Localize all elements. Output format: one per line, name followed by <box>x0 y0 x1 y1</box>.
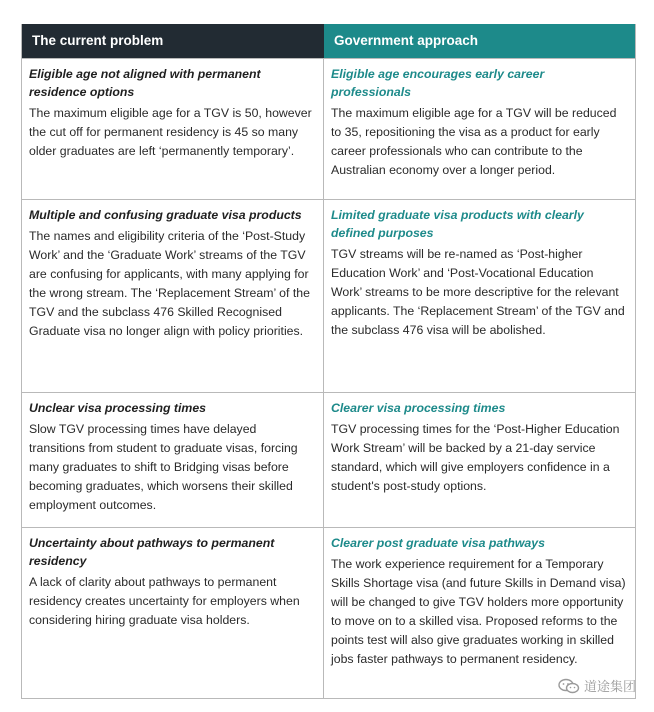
problem-title: Uncertainty about pathways to permanent residency <box>29 536 275 568</box>
problem-body: Slow TGV processing times have delayed transitions from student to graduate visas, forcing many graduates to shift to Bridging visas before becoming graduates, which worsens their skilled employment outcomes. <box>29 422 298 512</box>
comparison-table <box>21 24 636 699</box>
table-row <box>22 392 635 527</box>
watermark <box>558 676 636 695</box>
problem-body: A lack of clarity about pathways to permanent residency creates uncertainty for employers when considering hiring graduate visa holders. <box>29 575 300 627</box>
table-row <box>22 527 635 698</box>
problem-cell <box>22 393 324 527</box>
table-row <box>22 199 635 392</box>
approach-title: Clearer visa processing times <box>331 401 506 415</box>
problem-title: Eligible age not aligned with permanent residence options <box>29 67 261 99</box>
approach-cell <box>324 528 635 698</box>
table-row <box>22 58 635 199</box>
problem-title: Unclear visa processing times <box>29 401 207 415</box>
approach-body: The maximum eligible age for a TGV will be reduced to 35, repositioning the visa as a product for early career professionals who can contribute to the Australian economy over a longer period. <box>331 106 617 177</box>
problem-body: The names and eligibility criteria of the ‘Post-Study Work’ and the ‘Graduate Work’ streams of the TGV are confusing for applicants, with many applying for the wrong stream. The ‘Replacement Stream’ of the TGV and the subclass 476 Skilled Recognised Graduate visa no longer align with policy priorities. <box>29 229 310 338</box>
approach-body: TGV processing times for the ‘Post-Higher Education Work Stream’ will be backed by a 21-day service standard, which will give employers confidence in a student's post-study options. <box>331 422 620 493</box>
approach-cell <box>324 200 635 392</box>
watermark-text: 道途集团 <box>583 679 636 694</box>
wechat-logo-icon <box>558 678 580 694</box>
approach-cell <box>324 59 635 199</box>
problem-body: The maximum eligible age for a TGV is 50, however the cut off for permanent residency is 45 so many older graduates are left ‘permanently temporary’. <box>29 106 312 158</box>
problem-title: Multiple and confusing graduate visa products <box>29 208 302 222</box>
header-government-approach: Government approach <box>324 24 635 58</box>
approach-title: Clearer post graduate visa pathways <box>331 536 545 550</box>
table-header <box>22 24 635 58</box>
problem-cell <box>22 200 324 392</box>
problem-cell <box>22 59 324 199</box>
approach-cell <box>324 393 635 527</box>
approach-title: Eligible age encourages early career professionals <box>331 67 545 99</box>
approach-body: TGV streams will be re-named as ‘Post-higher Education Work’ and ‘Post-Vocational Education Work’ streams to be more descriptive for the relevant applicants. The ‘Replacement Stream’ of the TGV and the subclass 476 visa will be abolished. <box>331 247 625 337</box>
problem-cell <box>22 528 324 698</box>
approach-body: The work experience requirement for a Temporary Skills Shortage visa (and future Skills in Demand visa) will be changed to give TGV holders more opportunity to move on to a skilled visa. Proposed reforms to the points test will also give graduates working in skilled jobs faster pathways to permanent residency. <box>331 557 626 666</box>
header-current-problem: The current problem <box>22 24 324 58</box>
approach-title: Limited graduate visa products with clearly defined purposes <box>331 208 584 240</box>
